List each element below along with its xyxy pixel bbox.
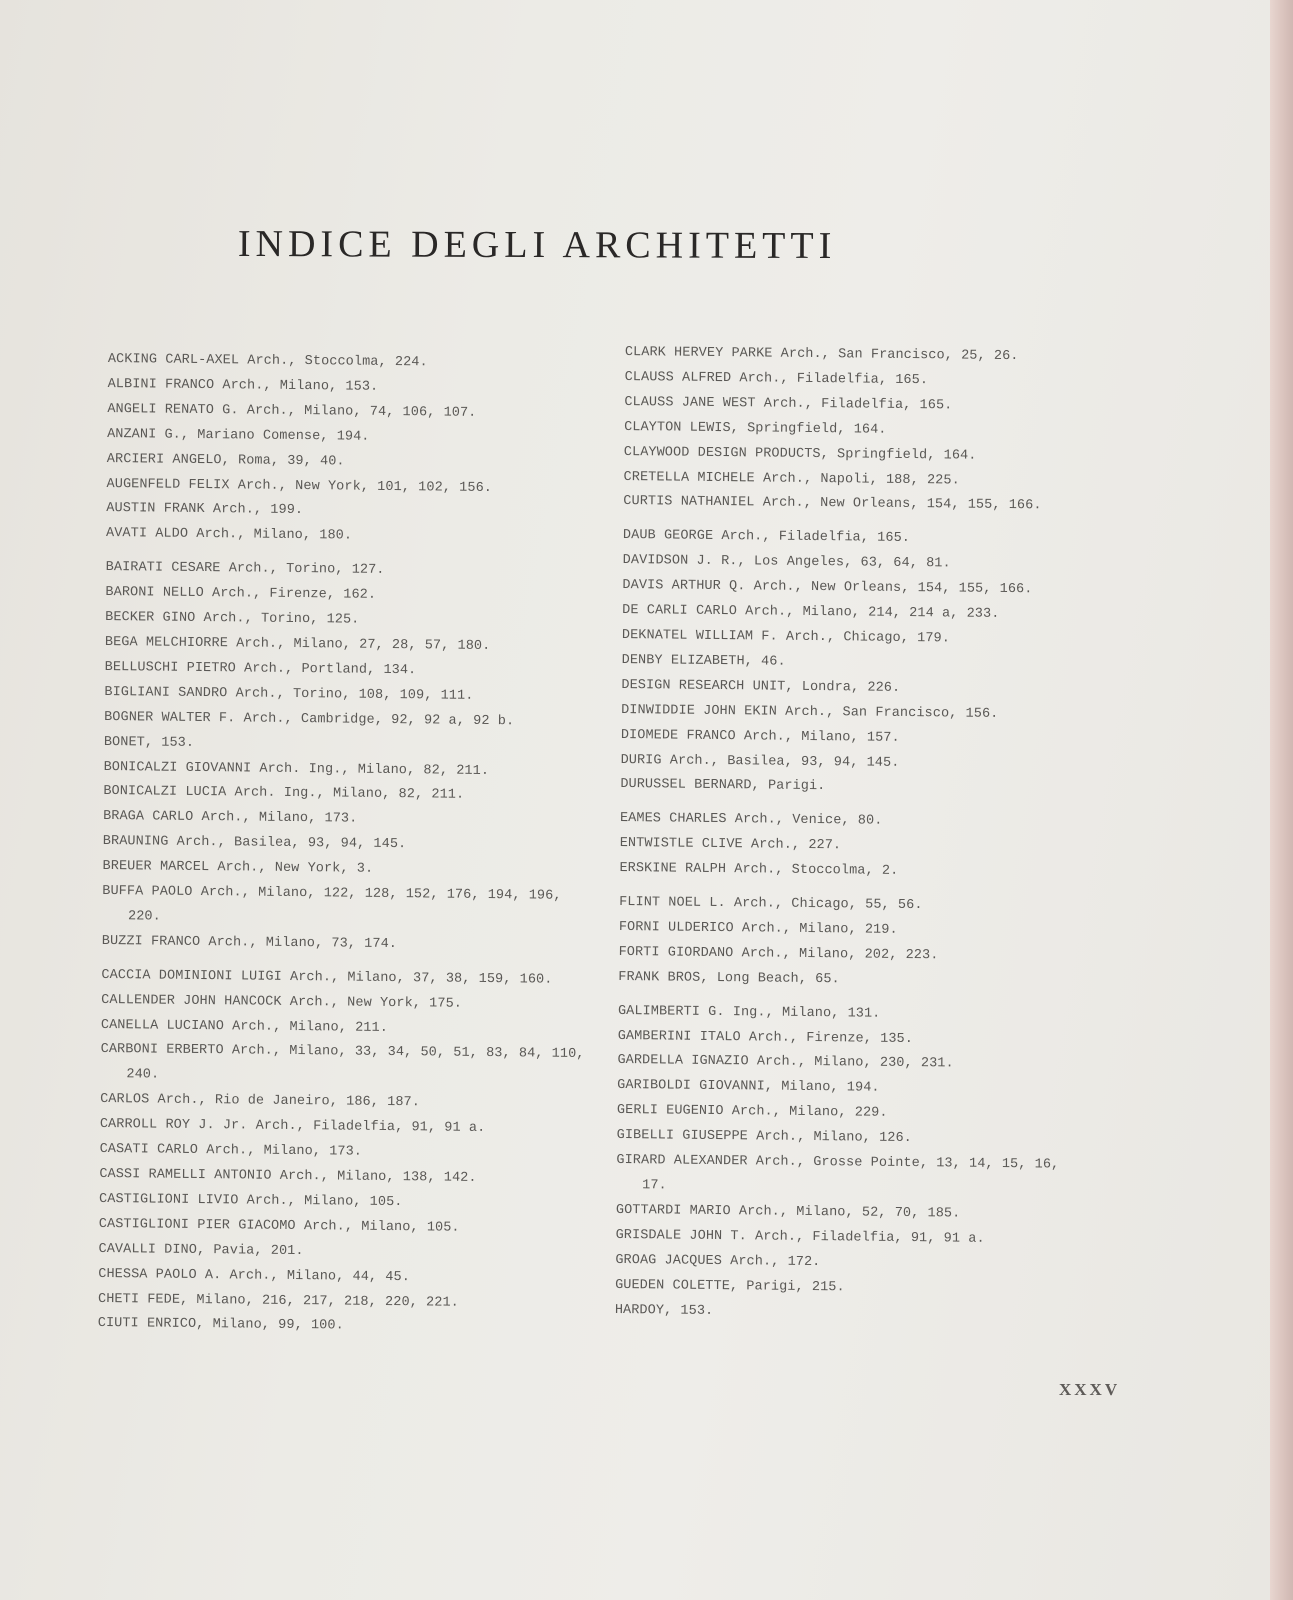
index-entry: CASTIGLIONI LIVIO Arch., Milano, 105. [99, 1191, 403, 1211]
index-entry: GUEDEN COLETTE, Parigi, 215. [615, 1277, 845, 1295]
index-entry: BREUER MARCEL Arch., New York, 3. [102, 859, 374, 877]
index-entry: CLAUSS ALFRED Arch., Filadelfia, 165. [624, 369, 929, 389]
index-entry: GALIMBERTI G. Ing., Milano, 131. [617, 1003, 881, 1022]
index-entry: BARONI NELLO Arch., Firenze, 162. [105, 585, 377, 603]
index-entry: CLAUSS JANE WEST Arch., Filadelfia, 165. [624, 394, 953, 414]
index-entry: CHETI FEDE, Milano, 216, 217, 218, 220, 221. [97, 1291, 459, 1311]
index-entry: ANZANI G., Mariano Comense, 194. [107, 426, 370, 445]
index-letter-group [102, 556, 596, 960]
index-entry: DURIG Arch., Basilea, 93, 94, 145. [620, 752, 900, 771]
index-entry: CRETELLA MICHELE Arch., Napoli, 188, 225. [623, 469, 960, 489]
index-entry: BRAUNING Arch., Basilea, 93, 94, 145. [102, 834, 407, 853]
index-letter-group [623, 341, 1095, 520]
index-entry: BUFFA PAOLO Arch., Milano, 122, 128, 152, 176, 194, 196, 220. [102, 884, 562, 925]
index-entry: GARIBOLDI GIOVANNI, Milano, 194. [617, 1078, 880, 1097]
index-entry: ANGELI RENATO G. Arch., Milano, 74, 106, 107. [107, 401, 477, 421]
index-entry: AVATI ALDO Arch., Milano, 180. [105, 526, 353, 544]
index-entry: GROAG JACQUES Arch., 172. [615, 1252, 821, 1270]
index-entry: GARDELLA IGNAZIO Arch., Milano, 230, 231. [617, 1053, 954, 1072]
index-entry: DURUSSEL BERNARD, Parigi. [620, 777, 826, 795]
index-entry: ACKING CARL-AXEL Arch., Stoccolma, 224. [107, 351, 428, 371]
index-entry: ENTWISTLE CLIVE Arch., 227. [619, 836, 842, 854]
index-entry: GERLI EUGENIO Arch., Milano, 229. [616, 1103, 888, 1122]
index-entry: CACCIA DOMINIONI LUIGI Arch., Milano, 37, 38, 159, 160. [101, 967, 553, 988]
index-entry: GAMBERINI ITALO Arch., Firenze, 135. [617, 1028, 914, 1047]
index-entry: BOGNER WALTER F. Arch., Cambridge, 92, 92 a, 92 b. [104, 709, 515, 729]
index-entry: DAVIS ARTHUR Q. Arch., New Orleans, 154, 155, 166. [622, 578, 1033, 598]
index-entry: GIBELLI GIUSEPPE Arch., Milano, 126. [616, 1128, 912, 1147]
index-entry: BIGLIANI SANDRO Arch., Torino, 108, 109, 111. [104, 684, 474, 704]
index-entry: BECKER GINO Arch., Torino, 125. [105, 610, 360, 628]
index-entry: CASTIGLIONI PIER GIACOMO Arch., Milano, 105. [98, 1216, 460, 1236]
index-entry: DAVIDSON J. R., Los Angeles, 63, 64, 81. [622, 553, 951, 572]
index-entry: DAUB GEORGE Arch., Filadelfia, 165. [622, 528, 911, 547]
index-entry: ALBINI FRANCO Arch., Milano, 153. [107, 376, 379, 395]
index-entry: CALLENDER JOHN HANCOCK Arch., New York, 175. [101, 992, 463, 1012]
page-title: INDICE DEGLI ARCHITETTI [237, 223, 837, 268]
index-entry: CLAYWOOD DESIGN PRODUCTS, Springfield, 164. [623, 444, 977, 464]
index-entry: DENBY ELIZABETH, 46. [621, 652, 786, 670]
index-entry: BELLUSCHI PIETRO Arch., Portland, 134. [104, 659, 417, 679]
index-entry: DINWIDDIE JOHN EKIN Arch., San Francisco, 156. [621, 702, 999, 722]
index-entry: CLAYTON LEWIS, Springfield, 164. [624, 419, 887, 438]
index-entry: ARCIERI ANGELO, Roma, 39, 40. [106, 451, 345, 470]
index-entry: ERSKINE RALPH Arch., Stoccolma, 2. [619, 861, 899, 880]
index-letter-group [106, 348, 598, 552]
index-entry: HARDOY, 153. [614, 1302, 714, 1319]
index-entry: CASSI RAMELLI ANTONIO Arch., Milano, 138, 142. [99, 1166, 477, 1186]
index-entry: DIOMEDE FRANCO Arch., Milano, 157. [620, 727, 900, 746]
index-entry: FORTI GIORDANO Arch., Milano, 202, 223. [618, 944, 939, 964]
index-entry: CIUTI ENRICO, Milano, 99, 100. [97, 1316, 344, 1334]
index-entry: CASATI CARLO Arch., Milano, 173. [99, 1142, 363, 1160]
index-entry: BONET, 153. [103, 734, 195, 751]
index-entry: EAMES CHARLES Arch., Venice, 80. [619, 811, 883, 830]
index-entry: CARBONI ERBERTO Arch., Milano, 33, 34, 50, 51, 83, 84, 110, 240. [100, 1042, 585, 1083]
index-entry: CARLOS Arch., Rio de Janeiro, 186, 187. [100, 1092, 421, 1111]
index-entry: BONICALZI GIOVANNI Arch. Ing., Milano, 82, 211. [103, 759, 490, 779]
index-entry: DEKNATEL WILLIAM F. Arch., Chicago, 179. [621, 627, 951, 647]
index-entry: CURTIS NATHANIEL Arch., New Orleans, 154, 155, 166. [623, 494, 1042, 514]
index-entry: GRISDALE JOHN T. Arch., Filadelfia, 91, 91 a. [615, 1227, 985, 1247]
index-entry: CANELLA LUCIANO Arch., Milano, 211. [100, 1017, 389, 1036]
index-entry: FRANK BROS, Long Beach, 65. [618, 969, 840, 988]
index-entry: CARROLL ROY J. Jr. Arch., Filadelfia, 91, 91 a. [99, 1117, 486, 1137]
index-entry: BRAGA CARLO Arch., Milano, 173. [103, 809, 358, 827]
page-number: XXXV [1059, 1380, 1121, 1399]
index-entry: GOTTARDI MARIO Arch., Milano, 52, 70, 185. [615, 1202, 961, 1222]
index-entry: CAVALLI DINO, Pavia, 201. [98, 1241, 304, 1259]
index-letter-group [620, 524, 1093, 803]
index-entry: GIRARD ALEXANDER Arch., Grosse Pointe, 13, 14, 15, 16, 17. [616, 1153, 1060, 1194]
index-entry: CHESSA PAOLO A. Arch., Milano, 44, 45. [98, 1266, 411, 1285]
index-entry: DESIGN RESEARCH UNIT, Londra, 226. [621, 677, 901, 696]
index-entry: BUZZI FRANCO Arch., Milano, 73, 174. [101, 933, 398, 952]
index-entry: CLARK HERVEY PARKE Arch., San Francisco, 25, 26. [624, 344, 1019, 365]
page-edge [1270, 0, 1293, 1600]
index-entry: BAIRATI CESARE Arch., Torino, 127. [105, 560, 385, 579]
index-entry: FLINT NOEL L. Arch., Chicago, 55, 56. [619, 895, 923, 914]
index-entry: AUSTIN FRANK Arch., 199. [106, 501, 304, 519]
index-letter-group [615, 1000, 1088, 1329]
index-letter-group [98, 964, 592, 1343]
index-entry: FORNI ULDERICO Arch., Milano, 219. [618, 919, 898, 938]
index-entry: DE CARLI CARLO Arch., Milano, 214, 214 a, 233. [622, 603, 1000, 622]
index-entry: BONICALZI LUCIA Arch. Ing., Milano, 82, 211. [103, 784, 465, 804]
index-column-left [98, 348, 598, 1351]
index-letter-group [618, 891, 1089, 996]
index-column-right [615, 341, 1095, 1337]
index-entry: BEGA MELCHIORRE Arch., Milano, 27, 28, 57, 180. [104, 634, 491, 654]
index-letter-group [619, 807, 1090, 887]
index-entry: AUGENFELD FELIX Arch., New York, 101, 102, 156. [106, 476, 493, 496]
